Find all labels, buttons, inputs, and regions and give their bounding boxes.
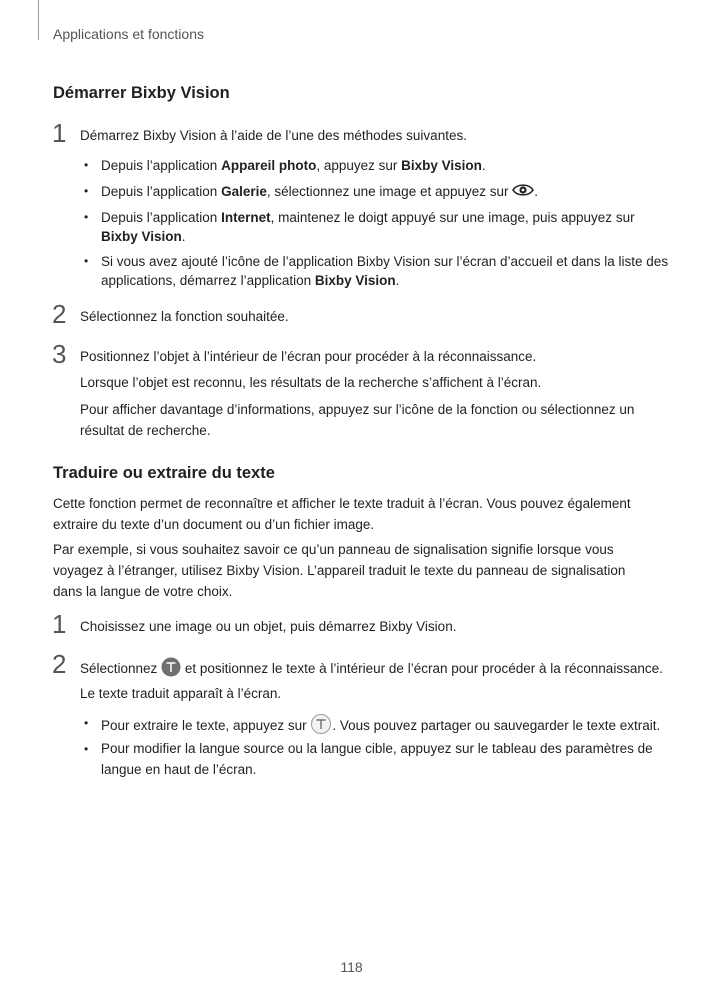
step-number: 1	[52, 609, 67, 639]
bullet-internet-cont: Bixby Vision.	[101, 229, 186, 244]
intro-paragraph: Cette fonction permet de reconnaître et afficher le texte traduit à l’écran. Vous pouvez également extraire du texte d’un document ou d’un fichier image.	[53, 496, 631, 532]
bullet-shortcut: Si vous avez ajouté l’icône de l’application Bixby Vision sur l’écran d’accueil et dans la liste des	[101, 254, 669, 269]
bullet-dot: •	[84, 742, 89, 756]
bullet-dot: •	[84, 158, 89, 172]
extract-text-icon	[310, 714, 332, 739]
bullet-dot: •	[84, 210, 89, 224]
step-text: Choisissez une image ou un objet, puis démarrez Bixby Vision.	[80, 619, 457, 634]
page-number: 118	[340, 959, 363, 975]
step-paragraph: Lorsque l’objet est reconnu, les résultats de la recherche s’affichent à l’écran.	[80, 375, 542, 390]
step-paragraph: Le texte traduit apparaît à l’écran.	[80, 686, 282, 701]
bullet-language: Pour modifier la langue source ou la langue cible, appuyez sur le tableau des paramètres de langue en haut de l’écran.	[101, 741, 653, 777]
bullet-dot: •	[84, 716, 89, 730]
step-number: 2	[52, 649, 67, 679]
eye-icon	[512, 182, 534, 203]
step-paragraph: Pour afficher davantage d’informations, appuyez sur l’icône de la fonction ou sélectionnez un résultat de recherche.	[80, 402, 635, 438]
bullet-dot: •	[84, 184, 89, 198]
running-header: Applications et fonctions	[53, 26, 204, 42]
bullet-dot: •	[84, 254, 89, 268]
bullet-gallery: Depuis l’application Galerie, sélectionnez une image et appuyez sur .	[101, 182, 538, 203]
step-text: Démarrez Bixby Vision à l’aide de l’une des méthodes suivantes.	[80, 128, 467, 143]
step-number: 2	[52, 299, 67, 329]
bullet-extract: Pour extraire le texte, appuyez sur . Vous pouvez partager ou sauvegarder le texte extrait.	[101, 714, 660, 739]
bullet-shortcut-cont: applications, démarrez l’application Bixby Vision.	[101, 273, 400, 288]
intro-paragraph: Par exemple, si vous souhaitez savoir ce qu’un panneau de signalisation signifie lorsque vous voyagez à l’étranger, utilisez Bixby Vision. L’appareil traduit le texte du panneau de signalisation dans la langue de votre choix.	[53, 542, 626, 599]
header-rule	[38, 0, 39, 40]
text-mode-icon	[161, 657, 181, 682]
step-number: 1	[52, 118, 67, 148]
bullet-internet: Depuis l’application Internet, maintenez le doigt appuyé sur une image, puis appuyez sur	[101, 210, 635, 225]
section-title-translate: Traduire ou extraire du texte	[53, 464, 275, 482]
step-number: 3	[52, 339, 67, 369]
step-text: Positionnez l’objet à l’intérieur de l’écran pour procéder à la réconnaissance.	[80, 349, 537, 364]
section-title-bixby-vision: Démarrer Bixby Vision	[53, 84, 230, 102]
step-text: Sélectionnez et positionnez le texte à l’intérieur de l’écran pour procéder à la réconnaissance.	[80, 657, 663, 682]
step-text: Sélectionnez la fonction souhaitée.	[80, 309, 289, 324]
bullet-camera: Depuis l’application Appareil photo, appuyez sur Bixby Vision.	[101, 158, 486, 173]
